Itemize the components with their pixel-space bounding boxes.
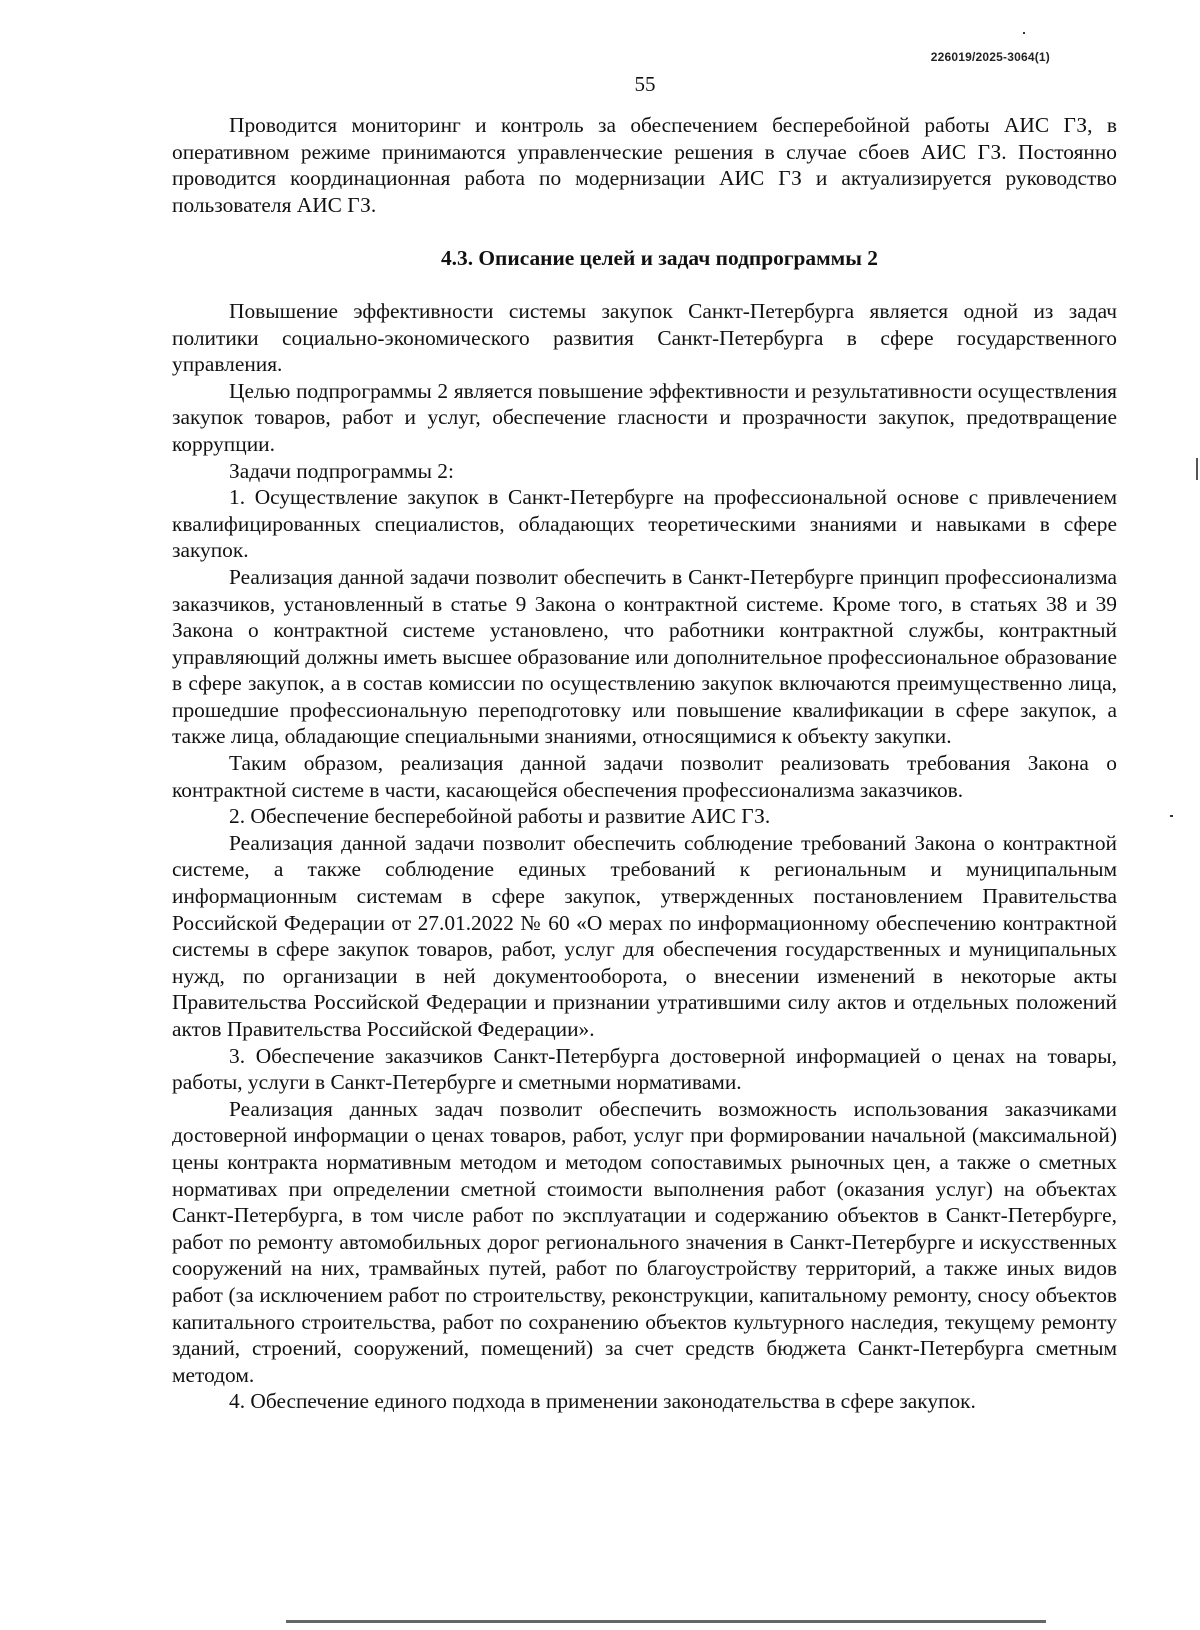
scan-dot-right-2: [1170, 815, 1173, 817]
document-body: [172, 112, 1117, 1415]
paragraph-task-1-details: Реализация данной задачи позволит обеспечить в Санкт-Петербурге принцип профессионализма заказчиков, установленный в статье 9 Закона о контрактной системе. Кроме того, в статьях 38 и 39 Закона о контрактной системе установлено, что работники контрактной службы, контрактный управляющий должны иметь высшее образование или дополнительное профессиональное образование в сфере закупок, а в состав комиссии по осуществлению закупок включаются преимущественно лица, прошедшие профессиональную переподготовку или повышение квалификации в сфере закупок, а также лица, обладающие специальными знаниями, относящимися к объекту закупки.: [172, 564, 1117, 749]
section-heading: 4.3. Описание целей и задач подпрограммы 2: [440, 246, 878, 271]
paragraph-task-3: 3. Обеспечение заказчиков Санкт-Петербурга достоверной информацией о ценах на товары, работы, услуги в Санкт-Петербурге и сметными нормативами.: [172, 1043, 1117, 1095]
paragraph-task-4: 4. Обеспечение единого подхода в применении законодательства в сфере закупок.: [229, 1389, 976, 1414]
paragraph-efficiency: Повышение эффективности системы закупок Санкт-Петербурга является одной из задач политики социально-экономического развития Санкт-Петербурга в сфере государственного управления.: [172, 298, 1117, 377]
paragraph-task-1-summary: Таким образом, реализация данной задачи позволит реализовать требования Закона о контрактной системе в части, касающейся обеспечения профессионализма заказчиков.: [172, 751, 1117, 802]
scan-dot-top: [1023, 32, 1025, 34]
paragraph-task-2: 2. Обеспечение бесперебойной работы и развитие АИС ГЗ.: [229, 804, 771, 829]
paragraph-monitoring: Проводится мониторинг и контроль за обеспечением бесперебойной работы АИС ГЗ, в оперативном режиме принимаются управленческие решения в случае сбоев АИС ГЗ. Постоянно проводится координационная работа по модернизации АИС ГЗ и актуализируется руководство пользователя АИС ГЗ.: [172, 113, 1117, 217]
paragraph-tasks-intro: Задачи подпрограммы 2:: [229, 458, 454, 483]
page-number: 55: [634, 72, 656, 96]
paragraph-task-1: 1. Осуществление закупок в Санкт-Петербурге на профессиональной основе с привлечением квалифицированных специалистов, обладающих теоретическими знаниями и навыками в сфере закупок.: [172, 485, 1117, 563]
paragraph-task-3-details: Реализация данных задач позволит обеспечить возможность использования заказчиками достоверной информации о ценах товаров, работ, услуг при формировании начальной (максимальной) цены контракта нормативным методом и методом сопоставимых рыночных цен, а также о сметных нормативах при определении сметной стоимости выполнения работ (оказания услуг) на объектах Санкт-Петербурга, в том числе работ по эксплуатации и содержанию объектов в Санкт-Петербурге, работ по ремонту автомобильных дорог регионального значения в Санкт-Петербурге и искусственных сооружений на них, трамвайных путей, работ по благоустройству территорий, а также иных видов работ (за исключением работ по строительству, реконструкции, капитальному ремонту, сносу объектов капитального строительства, работ по сохранению объектов культурного наследия, текущему ремонту зданий, строений, сооружений, помещений) за счет средств бюджета Санкт-Петербурга сметным методом.: [172, 1096, 1117, 1387]
bottom-scan-rule: [286, 1620, 1046, 1623]
paragraph-task-2-details: Реализация данной задачи позволит обеспечить соблюдение требований Закона о контрактной системе, а также соблюдение единых требований к региональным и муниципальным информационным системам в сфере закупок, утвержденных постановлением Правительства Российской Федерации от 27.01.2022 № 60 «О мерах по информационному обеспечению контрактной системы в сфере закупок товаров, работ, услуг для обеспечения государственных и муниципальных нужд, по организации в ней документооборота, о внесении изменений в некоторые акты Правительства Российской Федерации и признании утратившими силу актов и отдельных положений актов Правительства Российской Федерации».: [172, 830, 1117, 1041]
document-id: 226019/2025-3064(1): [930, 50, 1050, 64]
paragraph-goal: Целью подпрограммы 2 является повышение эффективности и результативности осуществления закупок товаров, работ и услуг, обеспечение гласности и прозрачности закупок, предотвращение коррупции.: [172, 378, 1117, 456]
scan-dot-right-1: [1196, 458, 1198, 480]
